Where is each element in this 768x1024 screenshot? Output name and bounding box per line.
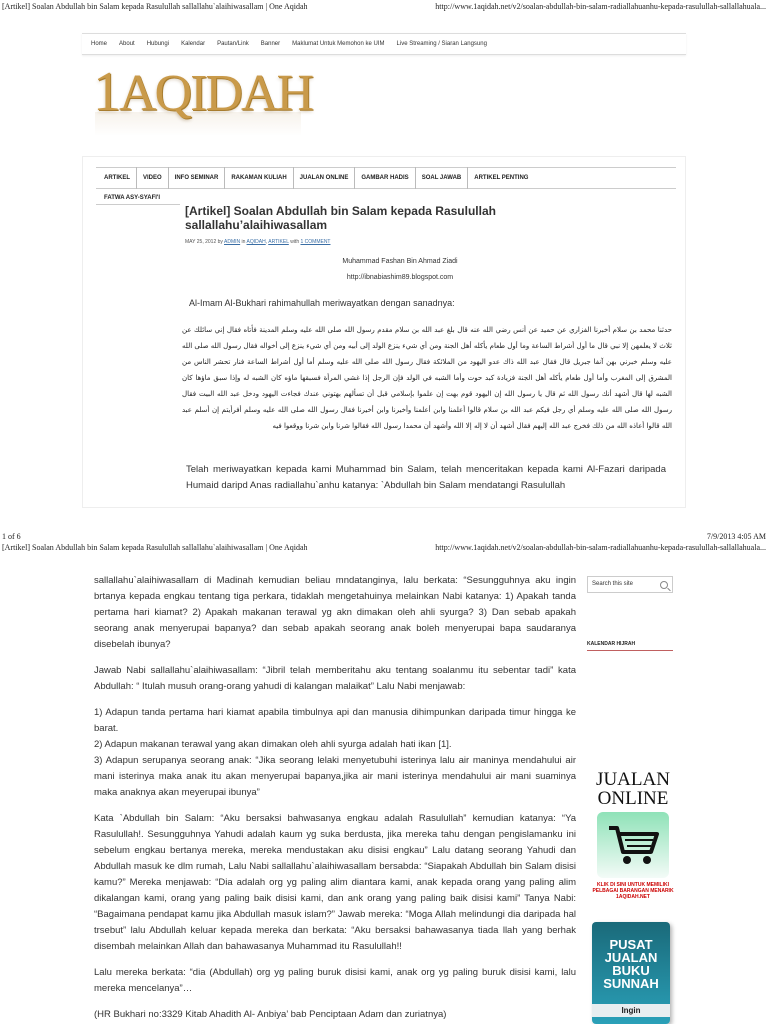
nav-kalendar[interactable]: Kalendar: [181, 41, 206, 47]
meta-author-link[interactable]: ADMIN: [224, 239, 241, 245]
print-url-2: http://www.1aqidah.net/v2/soalan-abdullah-bin-salam-radiallahuanhu-kepada-rasulullah-sallallahuala...: [435, 543, 766, 552]
citation: (HR Bukhari no:3329 Kitab Ahadith Al- Anbiya’ bab Penciptaan Adam dan zuriatnya): [94, 1009, 447, 1020]
meta-comments-link[interactable]: 1 COMMENT: [300, 239, 331, 245]
meta-sep: ,: [265, 239, 269, 245]
logo-text: AQIDAH: [119, 65, 313, 122]
nav-about[interactable]: About: [119, 41, 135, 47]
body-paragraph: Jawab Nabi sallallahu`alaihiwasallam: “Jibril telah memberitahu aku tentang soalanmu itu sebentar tadi” kata Abdullah: “ Itulah musuh orang-orang yahudi di kalangan malaikat” Lalu Nabi menjawab:: [94, 665, 576, 692]
menu-jualan-online[interactable]: JUALAN ONLINE: [294, 167, 356, 189]
buku-line-3: BUKU: [612, 963, 650, 978]
pusat-jualan-buku-banner[interactable]: [592, 922, 670, 1024]
nav-hubungi[interactable]: Hubungi: [146, 41, 170, 47]
body-paragraph: Kata `Abdullah bin Salam: “Aku bersaksi bahwasanya engkau adalah Rasulullah” kemudian katanya: “Ya Rasulullah!. Sesungguhnya Yahudi adalah kaum yg suka berdusta, jika mereka tahu dengan pengislamanku ini sebelum engkau bertanya mereka, mereka mendustakan aku disisi engkau” Lalu datang seorang Yahudi dan Abdullah masuk ke dlm rumah, Lalu Nabi sallallahu`alaihiwasallam bersabda: “Siapakah Abdullah bin Salam disisi kamu?” Mereka menjawab: “Dia adalah org yg paling alim diantara kami, anak kepada orang yang paling alim dikalangan kami, orang yang paling baik disisi kami, dan ank orang yang paling baik disisi kami” Tanya Nabi: “Bagaimana pendapat kamu jika Abdullah masuk islam?” Jawab mereka: “Moga Allah melindungi dia daripada hal trsebut” lalu Abdullah keluar kepada mereka dan berkata: “Aku bersaksi bahawasanya tiada llah yang berhak disembah melainkan Allah dan bahawasanya Muhammad itu Rasulullah!!: [94, 813, 576, 952]
buku-line-4: SUNNAH: [603, 976, 659, 991]
meta-with: with: [288, 239, 301, 245]
menu-video[interactable]: VIDEO: [137, 167, 169, 189]
body-paragraph-list: [94, 705, 576, 801]
print-datetime: 7/9/2013 4:05 AM: [706, 532, 766, 541]
arabic-hadith: حدثنا محمد بن سلام أخبرنا الفزاري عن حميد عن أنس رضي الله عنه قال بلغ عبد الله بن سلام مقدم رسول الله صلى الله عليه وسلم المدينة فأتاه فقال إني سائلك عن ثلاث لا يعلمهن إلا نبي قال ما أول أشراط الساعة وما أول طعام يأكله أهل الجنة ومن أي شيء ينزع الولد إلى أبيه ومن أي شيء ينزع إلى أخواله فقال رسول الله صلى الله عليه وسلم خبرني بهن آنفا جبريل قال فقال عبد الله ذاك عدو اليهود من الملائكة فقال رسول الله صلى الله عليه وسلم أما أول أشراط الساعة فنار تحشر الناس من المشرق إلى المغرب وأما أول طعام يأكله أهل الجنة فزيادة كبد حوت وأما الشبه في الولد فإن الرجل إذا غشي المرأة فسبقها ماؤه كان الشبه له وإذا سبق ماؤها كان الشبه لها قال أشهد أنك رسول الله ثم قال يا رسول الله إن اليهود قوم بهت إن علموا بإسلامي قبل أن تسألهم بهتوني عندك فجاءت اليهود ودخل عبد الله البيت فقال رسول الله صلى الله عليه وسلم أي رجل فيكم عبد الله بن سلام قالوا أعلمنا وابن أعلمنا وأخيرنا وابن أخيرنا فقال رسول الله صلى الله عليه وسلم أفرأيتم إن أسلم عبد الله قالوا أعاذه الله من ذلك فخرج عبد الله إليهم فقال أشهد أن لا إله إلا الله وأشهد أن محمدا رسول الله فقالوا شرنا وابن شرنا ووقعوا فيه: [182, 326, 672, 430]
menu-info-seminar[interactable]: INFO SEMINAR: [169, 167, 226, 189]
meta-category-aqidah[interactable]: AQIDAH: [246, 239, 266, 245]
print-header: [0, 2, 768, 14]
cart-icon: [597, 812, 669, 878]
intro-text: Al-Imam Al-Bukhari rahimahullah meriwayatkan dengan sanadnya:: [189, 298, 455, 308]
nav-live-streaming[interactable]: Live Streaming / Siaran Langsung: [396, 41, 487, 47]
buku-line-2: JUALAN: [604, 950, 658, 965]
list-item: 2) Adapun makanan terawal yang akan dimakan oleh ahli syurga adalah hati ikan [1].: [94, 739, 452, 750]
translation-paragraph: Telah meriwayatkan kepada kami Muhammad bin Salam, telah menceritakan kepada kami Al-Fazari daripada Humaid daripd Anas radiallahu`anhu katanya: `Abdullah bin Salam mendatangi Rasulullah: [186, 464, 666, 491]
page-number: 1 of 6: [2, 532, 21, 541]
print-title-2: [Artikel] Soalan Abdullah bin Salam kepada Rasulullah sallallahu`alaihiwasallam | One Aqidah: [2, 543, 308, 552]
article-body: [94, 573, 576, 1024]
menu-fatwa[interactable]: FATWA ASY-SYAFI'I: [96, 192, 180, 205]
list-item: 3) Adapun serupanya seorang anak: “Jika seorang lelaki menyetubuhi isterinya lalu air maninya mendahului air mani isterinya maka anak itu akan menyerupai bapanya,jika air mani isterinya mendahului air mani suaminya maka anaknya akan meyerupai ibunya”: [94, 755, 576, 798]
nav-pautan[interactable]: Pautan/Link: [217, 41, 249, 47]
menu-rakaman-kuliah[interactable]: RAKAMAN KULIAH: [225, 167, 293, 189]
menu-soal-jawab[interactable]: SOAL JAWAB: [416, 167, 469, 189]
search-placeholder: Search this site: [592, 581, 634, 587]
post-title: [Artikel] Soalan Abdullah bin Salam kepada Rasulullah sallallahu’alaihiwasallam: [185, 204, 496, 232]
kalendar-heading: KALENDAR HIJRAH: [587, 641, 673, 651]
banner-title-1: JUALAN: [596, 769, 670, 790]
body-paragraph: sallallahu`alaihiwasallam di Madinah kemudian beliau mndatanginya, lalu berkata: “Sesungguhnya aku ingin brtanya kepada engkau tentang tiga perkara, tidaklah mengetahuinya melainkan Nabi katanya: 1) Apakah tanda pertama hari kiamat? 2) Apakah makanan terawal yg akn dimakan oleh ahli syurga? 3) Dan sebab apakah seorang anak menyerupai bapanya? dan sebab apakah seorang anak boleh menyerupai bapa saudaranya disebelah ibunya?: [94, 575, 576, 650]
menu-artikel[interactable]: ARTIKEL: [96, 167, 137, 189]
search-icon[interactable]: [660, 581, 668, 589]
nav-home[interactable]: Home: [91, 41, 108, 47]
main-navigation: [96, 167, 676, 189]
logo-digit: 1: [93, 61, 119, 123]
site-logo[interactable]: [93, 61, 313, 123]
banner-caption: KLIK DI SINI UNTUK MEMILIKI PELBAGAI BARANGAN MENARIK 1AQIDAH.NET: [592, 882, 674, 900]
print-header-2: [0, 543, 768, 555]
author-name: Muhammad Fashan Bin Ahmad Ziadi: [342, 258, 458, 265]
meta-date: MAY 25, 2012 by: [185, 239, 225, 245]
print-title: [Artikel] Soalan Abdullah bin Salam kepada Rasulullah sallallahu`alaihiwasallam | One Aqidah: [2, 2, 308, 11]
author-url: http://ibnabiashim89.blogspot.com: [346, 274, 454, 281]
nav-banner[interactable]: Banner: [260, 41, 281, 47]
body-paragraph: Lalu mereka berkata: “dia (Abdullah) org yg paling buruk disisi kami, anak org yg paling buruk disisi kami, lalu mereka mencelanya”…: [94, 967, 576, 994]
print-url: http://www.1aqidah.net/v2/soalan-abdullah-bin-salam-radiallahuanhu-kepada-rasulullah-sallallahuala...: [435, 2, 766, 11]
post-meta: [185, 239, 330, 245]
meta-category-artikel[interactable]: ARTIKEL: [268, 239, 289, 245]
menu-gambar-hadis[interactable]: GAMBAR HADIS: [355, 167, 415, 189]
banner-title-2: ONLINE: [597, 788, 669, 809]
meta-in: in: [240, 239, 247, 245]
list-item: 1) Adapun tanda pertama hari kiamat apabila timbulnya api dan manusia dihimpunkan daripada timur hingga ke barat.: [94, 707, 576, 734]
search-input[interactable]: [587, 576, 673, 593]
nav-maklumat[interactable]: Maklumat Untuk Memohon ke UIM: [292, 41, 385, 47]
jualan-online-banner[interactable]: [590, 770, 676, 916]
buku-line-1: PUSAT: [609, 937, 653, 952]
top-navigation: [82, 33, 686, 55]
menu-artikel-penting[interactable]: ARTIKEL PENTING: [474, 175, 529, 181]
buku-label: Ingin: [592, 1004, 670, 1017]
